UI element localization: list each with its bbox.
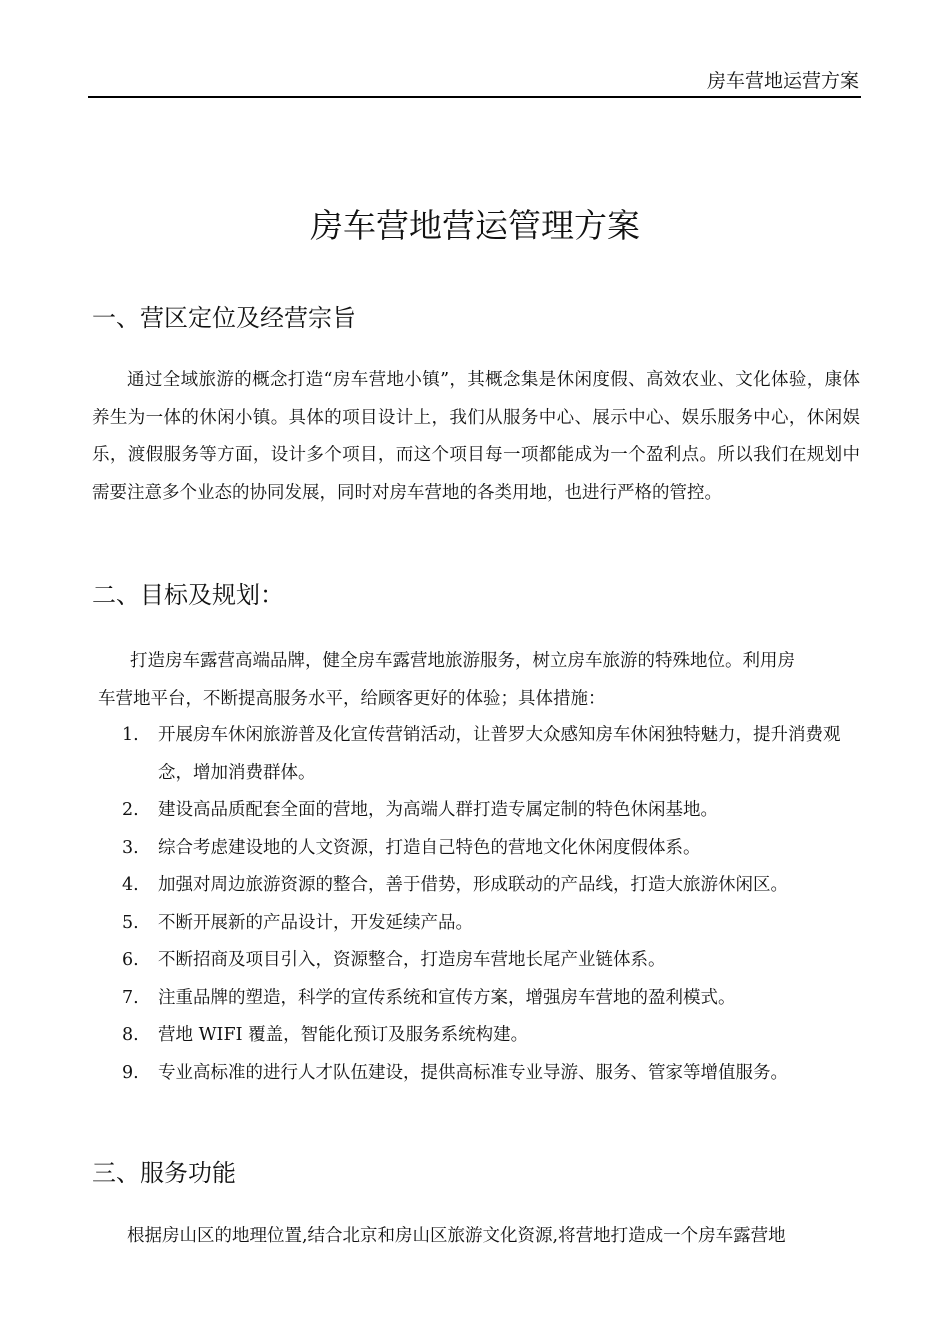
document-title: 房车营地营运管理方案 <box>310 206 640 245</box>
list-item <box>122 905 862 943</box>
list-item-text: 营地 WIFI 覆盖，智能化预订及服务系统构建。 <box>158 1025 529 1045</box>
list-item-text: 建设高品质配套全面的营地，为高端人群打造专属定制的特色休闲基地。 <box>158 800 718 820</box>
list-item-number: 4. <box>122 875 139 895</box>
list-item-text: 加强对周边旅游资源的整合，善于借势，形成联动的产品线，打造大旅游休闲区。 <box>158 875 788 895</box>
list-item <box>122 980 862 1018</box>
list-item <box>122 830 862 868</box>
list-item-text: 不断开展新的产品设计，开发延续产品。 <box>158 912 473 933</box>
section-2-intro-line-1: 打造房车露营高端品牌，健全房车露营地旅游服务，树立房车旅游的特殊地位。利用房 <box>130 651 795 671</box>
list-item <box>122 867 862 905</box>
list-item-text: 注重品牌的塑造，科学的宣传系统和宣传方案，增强房车营地的盈利模式。 <box>158 987 736 1008</box>
list-item-number: 9. <box>122 1062 139 1083</box>
list-item-number: 5. <box>122 912 139 933</box>
list-item-number: 3. <box>122 837 139 858</box>
list-item <box>122 792 862 830</box>
list-item <box>122 942 862 980</box>
section-heading-3: 三、服务功能 <box>92 1159 236 1187</box>
list-item-number: 6. <box>122 950 139 970</box>
list-item <box>122 1055 862 1093</box>
measures-list <box>122 717 862 1092</box>
list-item-number: 2. <box>122 800 139 820</box>
section-1-paragraph: 通过全域旅游的概念打造“房车营地小镇”，其概念集是休闲度假、高效农业、文化体验，康体养生为一体的休闲小镇。具体的项目设计上，我们从服务中心、展示中心、娱乐服务中心，休闲娱乐，渡假服务等方面，设计多个项目，而这个项目每一项都能成为一个盈利点。所以我们在规划中需要注意多个业态的协同发展，同时对房车营地的各类用地，也进行严格的管控。 <box>92 370 860 503</box>
header-title: 房车营地运营方案 <box>706 70 859 92</box>
list-item-text: 不断招商及项目引入，资源整合，打造房车营地长尾产业链体系。 <box>158 950 666 970</box>
list-item <box>122 1017 862 1055</box>
list-item-number: 8. <box>122 1025 139 1045</box>
section-2-intro-line-2: 车营地平台，不断提高服务水平，给顾客更好的体验；具体措施： <box>98 688 606 709</box>
list-item-text: 开展房车休闲旅游普及化宣传营销活动，让普罗大众感知房车休闲独特魅力，提升消费观念，增加消费群体。 <box>158 725 841 783</box>
list-item-number: 1. <box>122 725 139 745</box>
section-3-paragraph: 根据房山区的地理位置,结合北京和房山区旅游文化资源,将营地打造成一个房车露营地 <box>127 1226 786 1246</box>
section-heading-1: 一、营区定位及经营宗旨 <box>92 304 356 332</box>
section-heading-2: 二、目标及规划： <box>92 581 284 609</box>
list-item-text: 专业高标准的进行人才队伍建设，提供高标准专业导游、服务、管家等增值服务。 <box>158 1062 788 1083</box>
list-item-text: 综合考虑建设地的人文资源，打造自己特色的营地文化休闲度假体系。 <box>158 837 701 858</box>
page-header <box>88 60 861 98</box>
list-item-number: 7. <box>122 987 139 1008</box>
list-item <box>122 717 862 792</box>
section-2-intro <box>92 643 862 718</box>
